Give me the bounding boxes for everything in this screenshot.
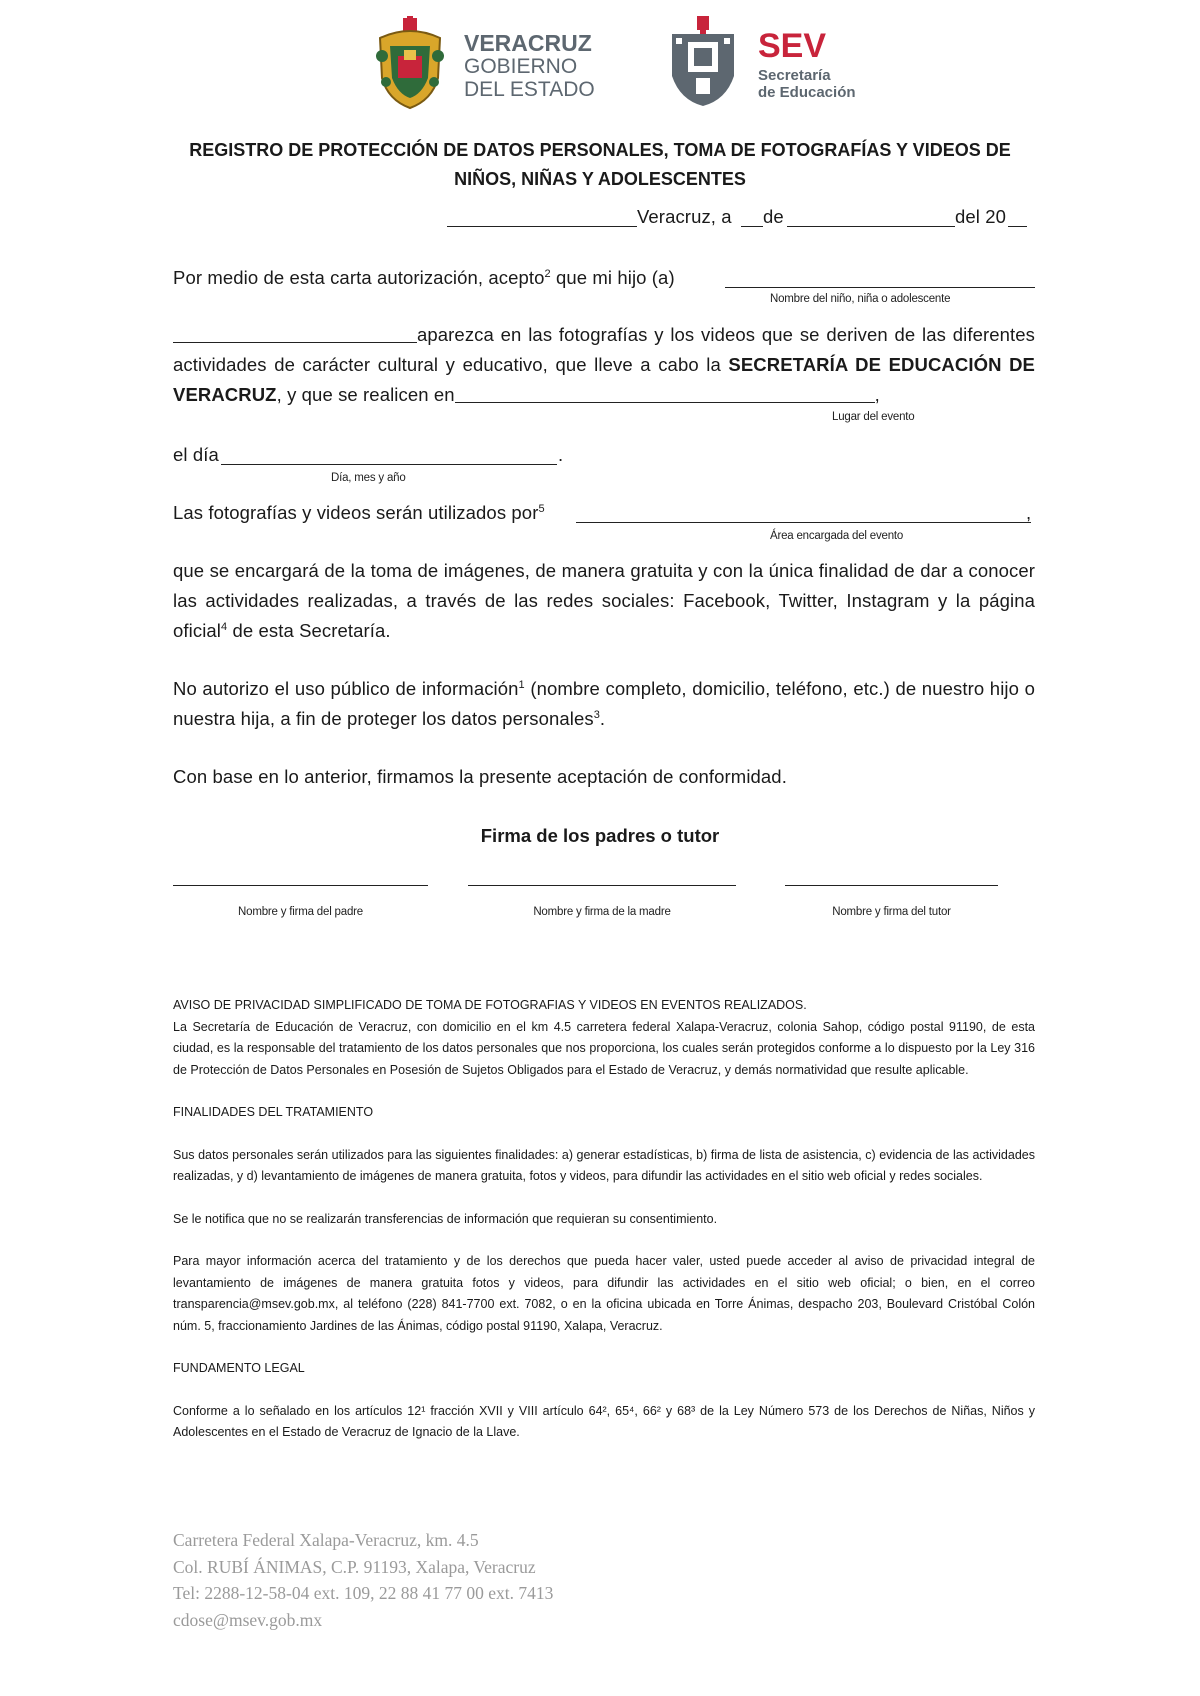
notice-para-1: La Secretaría de Educación de Veracruz, con domicilio en el km 4.5 carretera federal Xalapa-Veracruz, colonia Sahop, código postal 91190, de esta ciudad, es la responsable del tratamiento de los datos personales que nos proporciona, los cuales serán protegidos conforme a lo dispuesto por la Ley 316 de Protección de Datos Personales en Posesión de Sujetos Obligados para el Estado de Veracruz, y demás normatividad que resulte aplicable. <box>173 1019 1035 1077</box>
document-title <box>120 136 1080 194</box>
p4-footnote: 5 <box>538 502 545 515</box>
notice-para-5: Conforme a lo señalado en los artículos 12¹ fracción XVII y VIII artículo 64², 65⁴, 66² y 68³ de la Ley Número 573 de los Derechos de Niñas, Niños y Adolescentes en el Estado de Veracruz de Ignacio de la Llave. <box>173 1403 1035 1439</box>
event-date-blank[interactable] <box>221 464 557 465</box>
mother-signature-line[interactable] <box>468 885 736 886</box>
veracruz-logo-line3: DEL ESTADO <box>464 78 595 101</box>
p1-footnote: 2 <box>544 267 551 280</box>
p6-text-1: No autorizo el uso público de información <box>173 678 519 699</box>
footer-email: cdose@msev.gob.mx <box>173 1609 323 1630</box>
p1-text-2: que mi hijo (a) <box>550 267 675 288</box>
p5-footnote: 4 <box>221 620 228 633</box>
privacy-notice <box>173 995 1035 1444</box>
p3-text: el día <box>173 444 219 465</box>
veracruz-logo-line2: GOBIERNO <box>464 55 578 78</box>
event-date-caption: Día, mes y año <box>331 472 406 484</box>
child-name-caption: Nombre del niño, niña o adolescente <box>770 293 951 305</box>
p6-footnote-2: 3 <box>593 708 600 721</box>
sev-castle-icon <box>666 16 740 108</box>
notice-heading: AVISO DE PRIVACIDAD SIMPLIFICADO DE TOMA DE FOTOGRAFIAS Y VIDEOS EN EVENTOS REALIZADOS. <box>173 998 807 1012</box>
p7-paragraph: Con base en lo anterior, firmamos la presente aceptación de conformidad. <box>173 766 787 787</box>
area-blank[interactable] <box>576 522 1031 523</box>
date-text-2: de <box>763 206 784 227</box>
p4-line: Las fotografías y videos serán utilizados por$^5$ , <box>173 502 1032 523</box>
area-caption: Área encargada del evento <box>770 530 904 542</box>
notice-para-3: Se le notifica que no se realizarán transferencias de información que requieran su consentimiento. <box>173 1211 718 1226</box>
father-signature-line[interactable] <box>173 885 428 886</box>
father-signature-caption: Nombre y firma del padre <box>238 906 363 918</box>
date-line <box>447 202 1027 232</box>
p6-paragraph: No autorizo el uso público de información$^1$ (nombre completo, domicilio, teléfono, etc.) de nuestro hijo o nuestra hija, a fin de proteger los datos personales$^3$. <box>173 678 1035 729</box>
notice-section-1: FINALIDADES DEL TRATAMIENTO <box>173 1105 374 1119</box>
sev-logo-line2: de Educación <box>758 84 856 101</box>
date-text-3: del 20 <box>955 206 1007 227</box>
notice-para-2: Sus datos personales serán utilizados para las siguientes finalidades: a) generar estadísticas, b) firma de lista de asistencia, c) evidencia de las actividades realizadas, y d) levantamiento de imágenes de manera gratuita, fotos y videos, para difundir las actividades en el sitio web oficial y redes sociales. <box>173 1147 1035 1183</box>
p2-text-2: , y que se realicen en <box>276 384 455 405</box>
tutor-signature-caption: Nombre y firma del tutor <box>832 906 951 918</box>
child-name-blank[interactable] <box>725 287 1035 288</box>
p5-paragraph <box>173 556 1035 646</box>
veracruz-logo-line1: VERACRUZ <box>464 30 592 56</box>
participant-blank[interactable] <box>173 322 417 343</box>
event-place-blank[interactable] <box>455 382 875 403</box>
notice-para-4: Para mayor información acerca del tratamiento y de los derechos que pueda hacer valer, usted puede acceder al aviso de privacidad integral de levantamiento de imágenes de manera gratuita fotos y videos, para difundir las actividades en el sitio web oficial; o bien, en el correo transparencia@msev.gob.mx, al teléfono (228) 841-7700 ext. 7082, o en la oficina ubicada en Torre Ánimas, despacho 203, Boulevard Cristóbal Colón núm. 5, fraccionamiento Jardines de las Ánimas, código postal 91190, Xalapa, Veracruz. <box>173 1254 1035 1333</box>
p1-text: Por medio de esta carta autorización, acepto <box>173 267 545 288</box>
signatures-heading: Firma de los padres o tutor <box>480 825 720 846</box>
city-blank <box>447 226 637 227</box>
footer-address-1: Carretera Federal Xalapa-Veracruz, km. 4.5 <box>173 1530 479 1550</box>
sev-logo-acronym: SEV <box>758 27 827 65</box>
p3-line: el día . <box>173 444 564 465</box>
footer-contact <box>173 1527 873 1633</box>
veracruz-logo <box>372 16 602 111</box>
sev-logo <box>666 16 876 111</box>
veracruz-coat-of-arms-icon <box>372 16 448 110</box>
date-text-1: Veracruz, a <box>637 206 732 227</box>
p2-bold: SECRETARÍA DE EDUCACIÓN DE VERACRUZ <box>173 354 1035 405</box>
sev-logo-line1: Secretaría <box>758 67 831 84</box>
event-place-caption: Lugar del evento <box>832 411 915 423</box>
p1-line <box>173 263 1035 293</box>
month-blank <box>787 226 955 227</box>
year-blank <box>1008 226 1027 227</box>
p5-text-2: de esta Secretaría. <box>227 620 391 641</box>
notice-section-2: FUNDAMENTO LEGAL <box>173 1361 305 1375</box>
title-line-2: NIÑOS, NIÑAS Y ADOLESCENTES <box>454 169 746 189</box>
footer-address-2: Col. RUBÍ ÁNIMAS, C.P. 91193, Xalapa, Veracruz <box>173 1556 536 1577</box>
mother-signature-caption: Nombre y firma de la madre <box>533 906 671 918</box>
p4-text: Las fotografías y videos serán utilizados por <box>173 502 539 523</box>
p6-footnote-1: 1 <box>518 678 525 691</box>
title-line-1: REGISTRO DE PROTECCIÓN DE DATOS PERSONALES, TOMA DE FOTOGRAFÍAS Y VIDEOS DE <box>189 140 1011 160</box>
p2-text-1: aparezca en las fotografías y los videos que se deriven de las diferentes actividades de carácter cultural y educativo, que lleve a cabo la <box>173 324 1035 375</box>
p6-text-2: (nombre completo, domicilio, teléfono, etc.) de nuestro hijo o nuestra hija, a fin de proteger los datos personales <box>173 678 1035 729</box>
day-blank <box>741 226 763 227</box>
p5-text-1: que se encargará de la toma de imágenes, de manera gratuita y con la única finalidad de dar a conocer las actividades realizadas, a través de las redes sociales: Facebook, Twitter, Instagram y la página oficial <box>173 560 1035 641</box>
tutor-signature-line[interactable] <box>785 885 998 886</box>
footer-phone: Tel: 2288-12-58-04 ext. 109, 22 88 41 77 00 ext. 7413 <box>173 1583 554 1603</box>
p2-paragraph: aparezca en las fotografías y los videos que se deriven de las diferentes actividades de carácter cultural y educativo, que lleve a cabo la SECRETARÍA DE EDUCACIÓN DE VERACRUZ, y que se realicen en , <box>173 324 1035 405</box>
